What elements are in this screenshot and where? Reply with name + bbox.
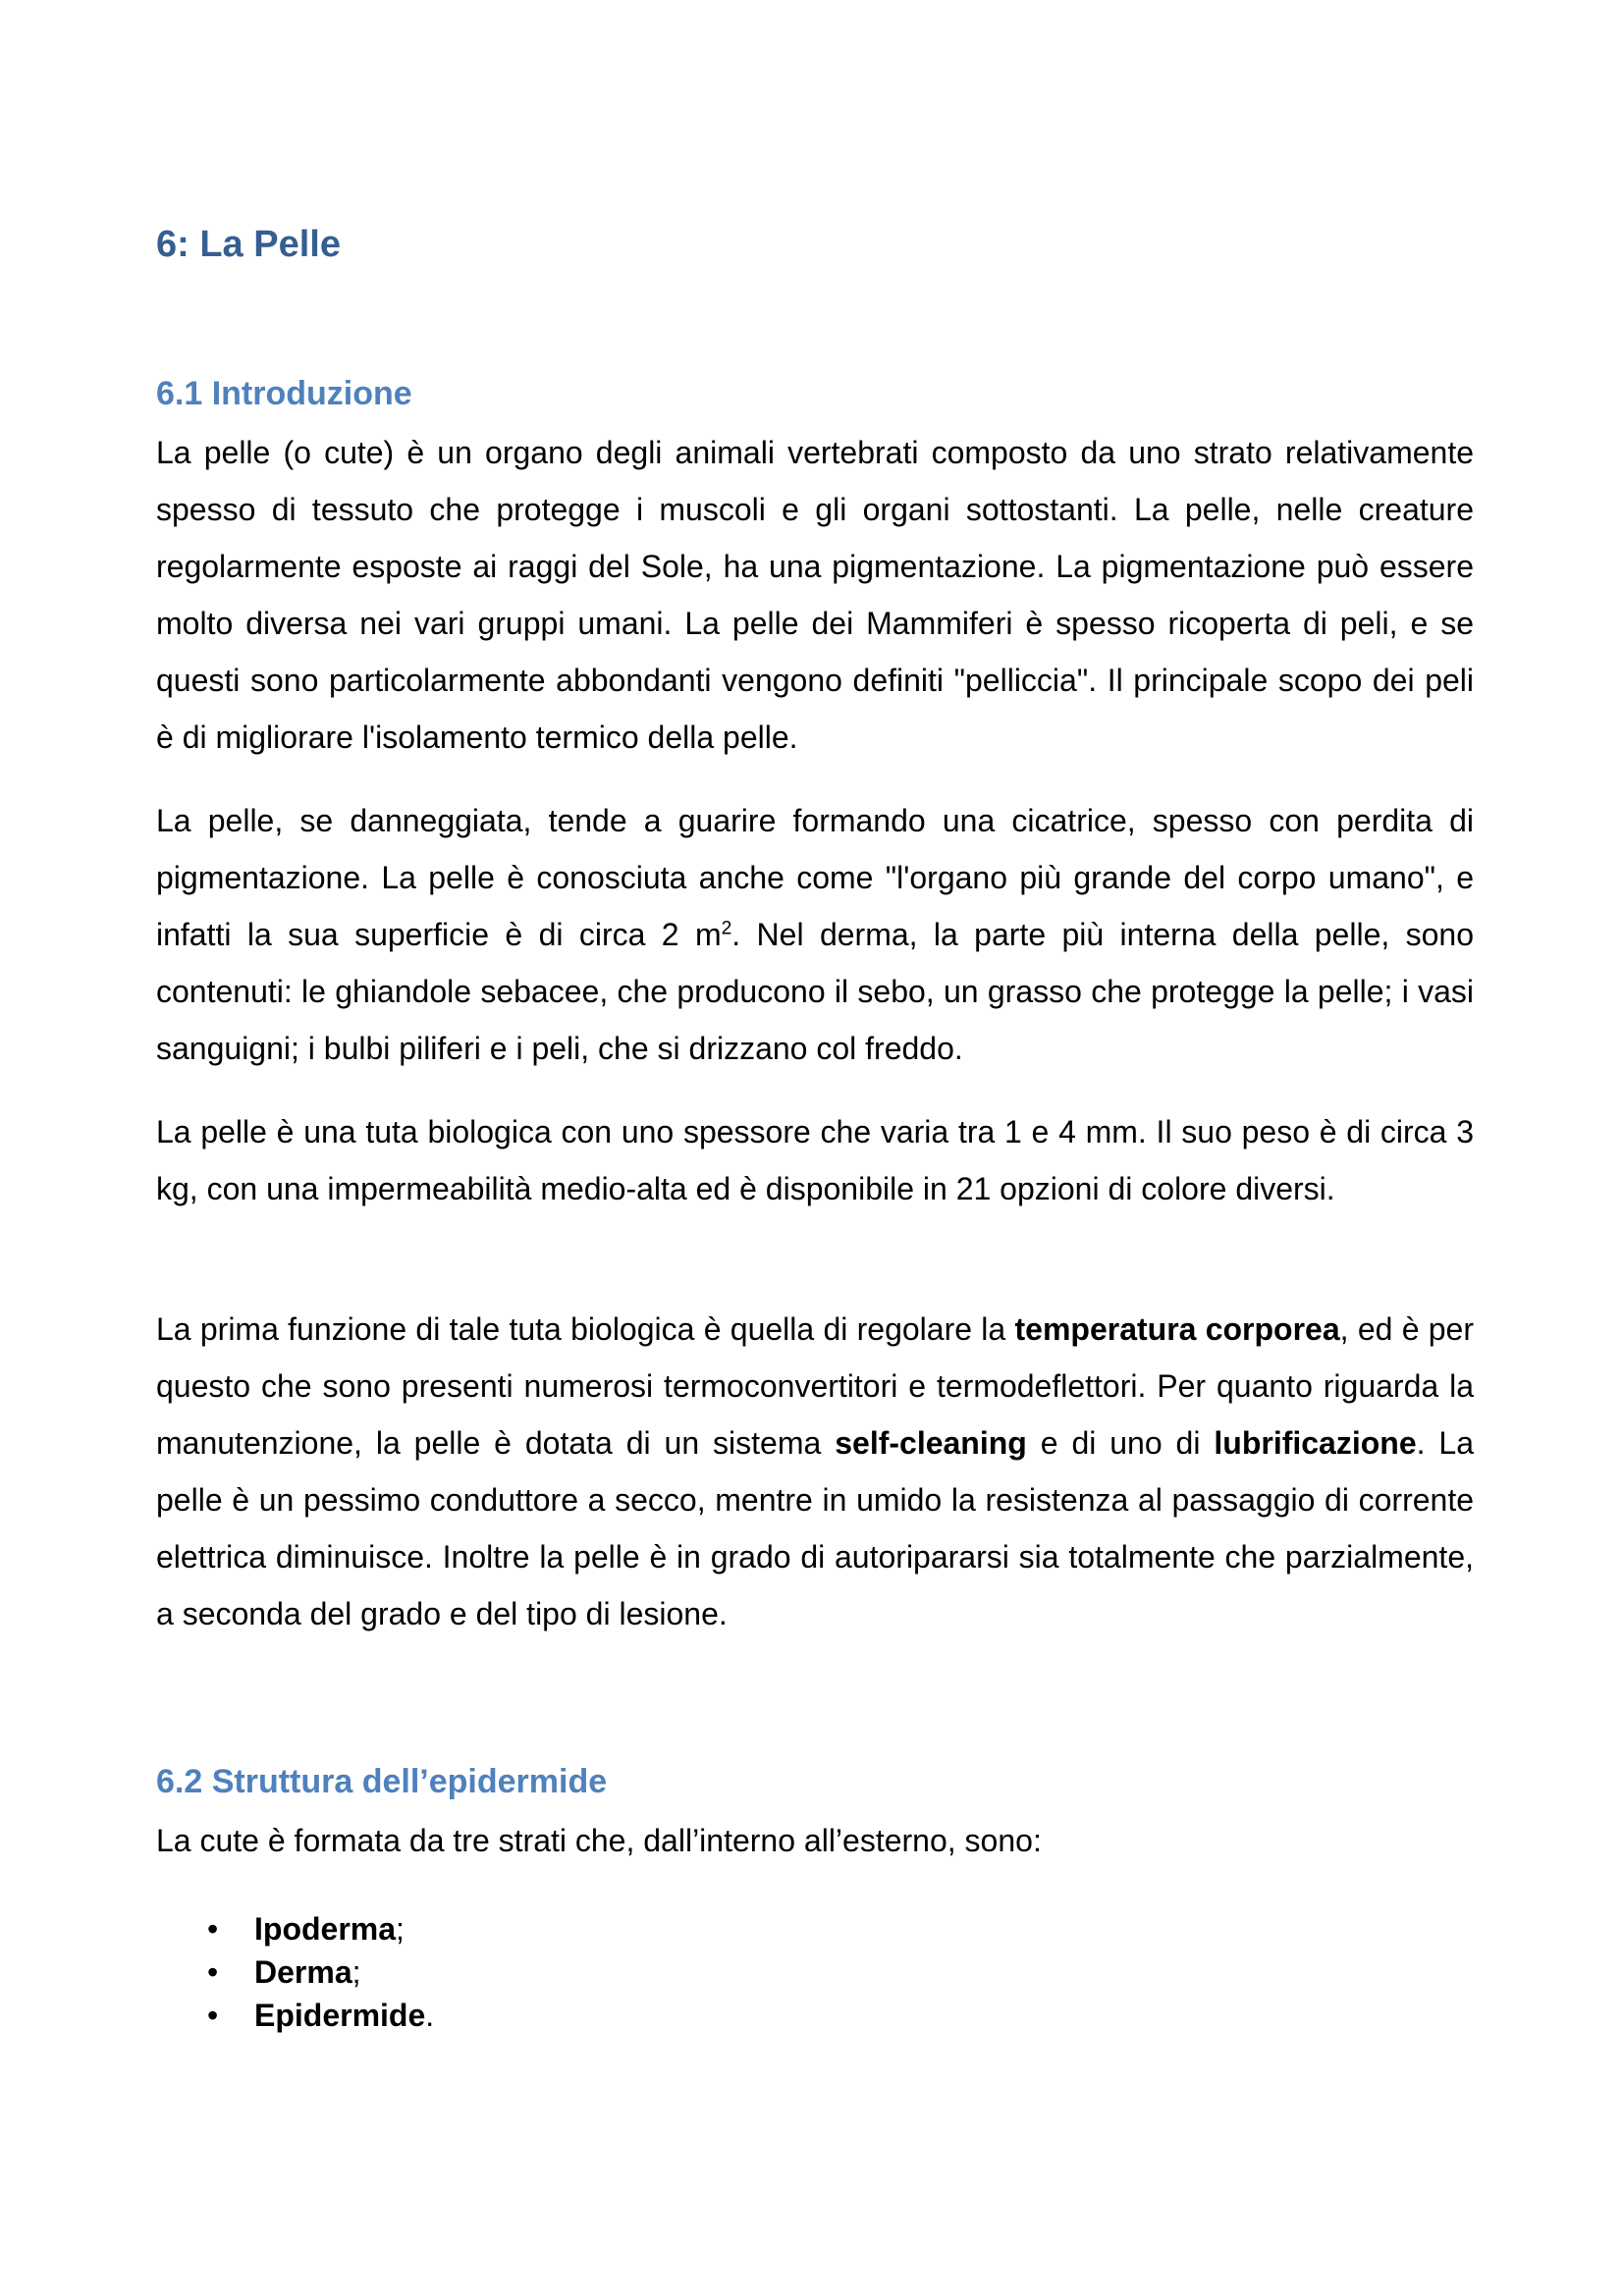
paragraph-4-part-b: , ed è per questo che sono presenti numerosi termoconvertitori e termodeflettori. Per quanto riguarda la manutenzione, la pelle è dotata di un sistema xyxy=(156,1311,1475,1461)
section-title-struttura-epidermide: 6.2 Struttura dell’epidermide xyxy=(156,1763,608,1800)
bullet-icon: • xyxy=(207,1998,219,2033)
paragraph-1: La pelle (o cute) è un organo degli animali vertebrati composto da uno strato relativamente spesso di tessuto che protegge i muscoli e gli organi sottostanti. La pelle, nelle creature regolarmente esposte ai raggi del Sole, ha una pigmentazione. La pigmentazione può essere molto diversa nei vari gruppi umani. La pelle dei Mammiferi è spesso ricoperta di peli, e se questi sono particolarmente abbondanti vengono definiti "pelliccia". Il principale scopo dei peli è di migliorare l'isolamento termico della pelle. xyxy=(156,435,1474,755)
paragraph-4-part-a: La prima funzione di tale tuta biologica è quella di regolare la xyxy=(156,1311,1015,1347)
paragraph-4-part-c: e di uno di xyxy=(1026,1425,1215,1461)
list-item-ipoderma xyxy=(156,1907,434,1950)
list-item-suffix: . xyxy=(425,1998,435,2033)
bold-lubrificazione: lubrificazione xyxy=(1214,1425,1417,1461)
bold-temperatura-corporea: temperatura corporea xyxy=(1014,1311,1340,1347)
paragraph-3: La pelle è una tuta biologica con uno spessore che varia tra 1 e 4 mm. Il suo peso è di circa 3 kg, con una impermeabilità medio-alta ed è disponibile in 21 opzioni di colore diversi. xyxy=(156,1114,1474,1206)
list-item-label: Epidermide xyxy=(254,1998,426,2033)
list-item-label: Derma xyxy=(254,1954,352,1990)
layer-list xyxy=(156,1907,434,2037)
superscript-exponent: 2 xyxy=(721,918,732,939)
bold-self-cleaning: self-cleaning xyxy=(835,1425,1027,1461)
section-title-introduzione: 6.1 Introduzione xyxy=(156,375,412,412)
chapter-title: 6: La Pelle xyxy=(156,224,341,265)
paragraph-4-part-d: . La pelle è un pessimo conduttore a secco, mentre in umido la resistenza al passaggio di corrente elettrica diminuisce. Inoltre la pelle è in grado di autoripararsi sia totalmente che parzialmente, a seconda del grado e del tipo di lesione. xyxy=(156,1425,1475,1631)
paragraph-2 xyxy=(156,792,1474,1077)
bullet-icon: • xyxy=(207,1954,219,1990)
paragraph-5: La cute è formata da tre strati che, dall’interno all’esterno, sono: xyxy=(156,1823,1042,1858)
list-item-epidermide xyxy=(156,1994,434,2037)
list-item-suffix: ; xyxy=(396,1911,405,1947)
list-item-suffix: ; xyxy=(352,1954,361,1990)
paragraph-2-part-b: . Nel derma, la parte più interna della pelle, sono contenuti: le ghiandole sebacee, che producono il sebo, un grasso che protegge la pelle; i vasi sanguigni; i bulbi piliferi e i peli, che si drizzano col freddo. xyxy=(156,917,1475,1066)
list-item-derma xyxy=(156,1950,434,1994)
paragraph-4 xyxy=(156,1301,1474,1642)
bullet-icon: • xyxy=(207,1911,219,1947)
paragraph-2-part-a: La pelle, se danneggiata, tende a guarire formando una cicatrice, spesso con perdita di pigmentazione. La pelle è conosciuta anche come "l'organo più grande del corpo umano", e infatti la sua superficie è di circa 2 m xyxy=(156,803,1474,952)
list-item-label: Ipoderma xyxy=(254,1911,397,1947)
